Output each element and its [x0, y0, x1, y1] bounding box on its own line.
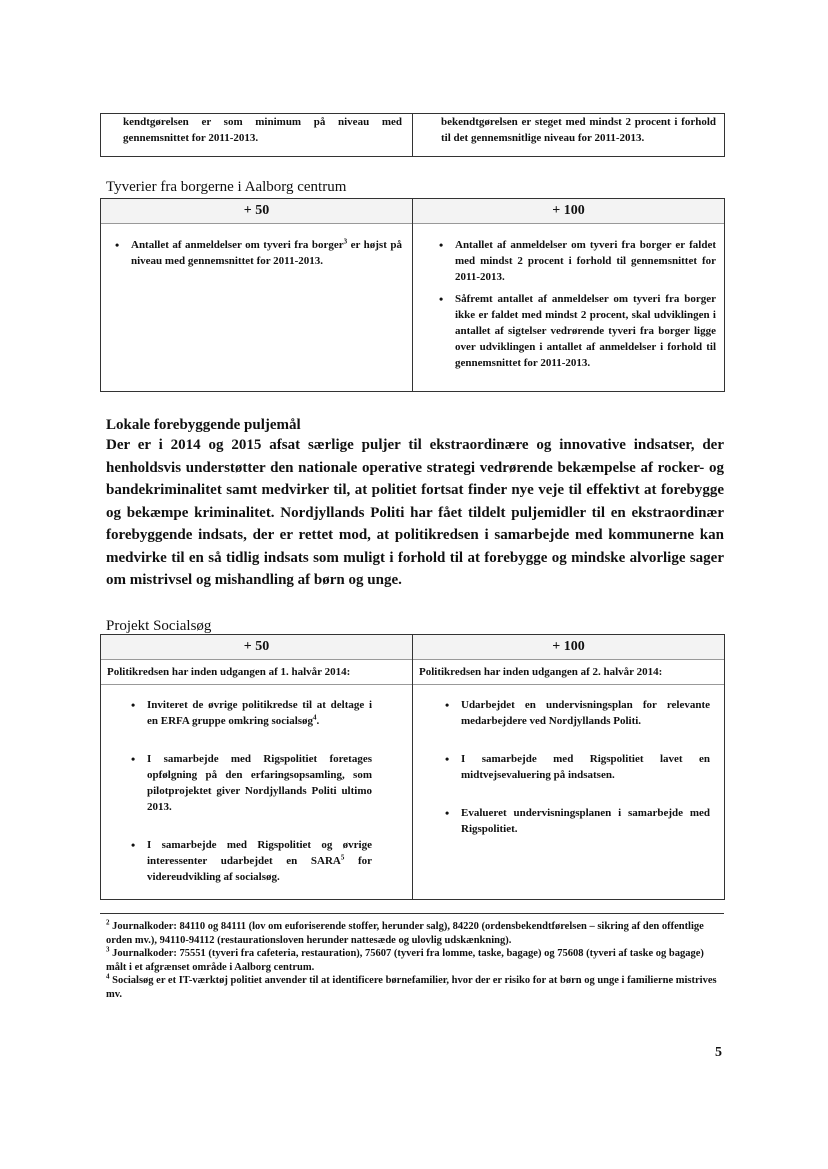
section1-table — [100, 198, 725, 392]
footnotes — [106, 920, 718, 1001]
list-item: • Evalueret undervisningsplanen i samarbejde med Rigspolitiet. — [461, 805, 710, 837]
top-table-left-cell — [101, 114, 413, 157]
section2-heading: Lokale forebyggende puljemål — [106, 417, 301, 433]
top-table — [100, 113, 725, 157]
top-table-right-text: bekendtgørelsen er steget med mindst 2 procent i forhold til det gennemsnitlige niveau for 2011-2013. — [441, 116, 716, 144]
section3-table — [100, 634, 725, 900]
section3-col2-header: + 100 — [413, 635, 724, 660]
list-item: • Inviteret de øvrige politikredse til at deltage i en ERFA gruppe omkring socialsøg$^4$. — [147, 697, 372, 729]
section3-col2-list — [413, 685, 724, 837]
footnote-4: $^4$ Socialsøg er et IT-værktøj politiet anvender til at identificere børnefamilier, hvor der er risiko for at børn og unge i familierne mistrives mv. — [106, 972, 717, 1000]
top-table-left-text: kendtgørelsen er som minimum på niveau med gennemsnittet for 2011-2013. — [123, 116, 402, 144]
list-item: • Antallet af anmeldelser om tyveri fra borger$^3$ er højst på niveau med gennemsnittet for 2011-2013. — [131, 237, 402, 269]
section3-col1-subheader: Politikredsen har inden udgangen af 1. halvår 2014: — [101, 660, 412, 685]
list-item: • I samarbejde med Rigspolitiet lavet en midtvejsevaluering på indsatsen. — [461, 751, 710, 783]
footnote-separator — [100, 913, 724, 914]
page-number: 5 — [715, 1045, 722, 1060]
top-table-right-cell — [413, 114, 725, 157]
section1-col2-list — [413, 224, 724, 371]
section1-col1 — [101, 199, 413, 392]
section3-col1-list — [101, 685, 412, 885]
footnote-2: $^2$ Journalkoder: 84110 og 84111 (lov om euforiserende stoffer, herunder salg), 84220 (ordensbekendtførelsen – sikring af den offentlige orden mv.), 94110-94112 (restaurationsloven herunder nattesæde og ulovlig udskænkning). — [106, 918, 704, 946]
section1-col1-list — [101, 224, 412, 269]
footnote-3: $^3$ Journalkoder: 75551 (tyveri fra cafeteria, restauration), 75607 (tyveri fra lomme, taske, bagage) og 75608 (tyveri af taske og bagage) målt i et afgrænset område i Aalborg centrum. — [106, 945, 704, 973]
section3-col1 — [101, 635, 413, 900]
list-item: • Såfremt antallet af anmeldelser om tyveri fra borger ikke er faldet med mindst 2 procent, skal udviklingen i antallet af sigtelser vedrørende tyveri fra borger ligge over udviklingen i antallet af anmeldelser i forhold til gennemsnittet for 2011-2013. — [455, 291, 716, 371]
list-item: • Antallet af anmeldelser om tyveri fra borger er faldet med mindst 2 procent i forhold til gennemsnittet for 2011-2013. — [455, 237, 716, 285]
list-item: • I samarbejde med Rigspolitiet og øvrige interessenter udarbejdet en SARA$^5$ for videreudvikling af socialsøg. — [147, 837, 372, 885]
section2-paragraph: Der er i 2014 og 2015 afsat særlige puljer til ekstraordinære og innovative indsatser, der henholdsvis understøtter den nationale operative strategi vedrørende bekæmpelse af rocker- og bandekriminalitet samt medvirker til, at politiet fortsat finder nye veje til effektivt at forebygge og bekæmpe kriminalitet. Nordjyllands Politi har fået tildelt puljemidler til en ekstraordinær forebyggende indsats, der er rettet mod, at politikredsen i samarbejde med kommunerne kan medvirke til en så tidlig indsats som muligt i forhold til at forebygge og mindske alvorlige sager om mistrivsel og mishandling af børn og unge. — [106, 437, 724, 588]
section1-col2 — [413, 199, 725, 392]
section3-col1-header: + 50 — [101, 635, 412, 660]
section3-col2-subheader: Politikredsen har inden udgangen af 2. halvår 2014: — [413, 660, 724, 685]
section3-col2 — [413, 635, 725, 900]
section1-title: Tyverier fra borgerne i Aalborg centrum — [106, 179, 347, 195]
list-item: • I samarbejde med Rigspolitiet foretages opfølgning på den erfaringsopsamling, som pilotprojektet giver Nordjyllands Politi ultimo 2013. — [147, 751, 372, 815]
section1-col2-header: + 100 — [413, 199, 724, 224]
section1-col1-header: + 50 — [101, 199, 412, 224]
list-item: • Udarbejdet en undervisningsplan for relevante medarbejdere ved Nordjyllands Politi. — [461, 697, 710, 729]
section3-title: Projekt Socialsøg — [106, 618, 212, 634]
